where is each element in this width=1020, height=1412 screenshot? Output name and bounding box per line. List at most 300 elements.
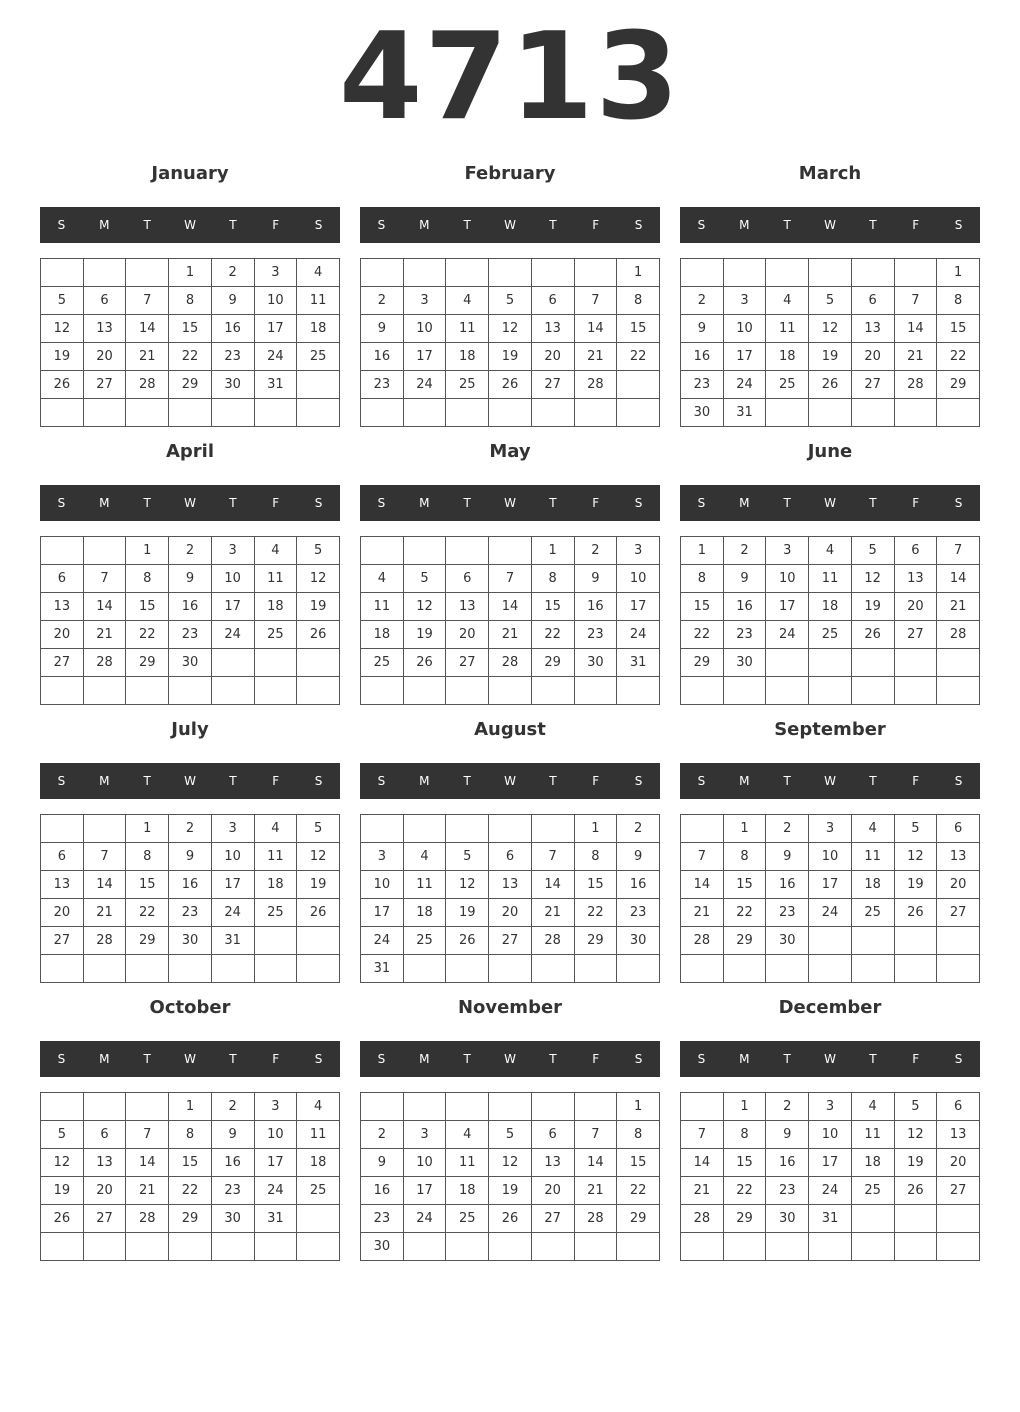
day-cell: 16 xyxy=(617,871,660,899)
day-cell: 8 xyxy=(937,287,980,315)
day-cell: 13 xyxy=(531,315,574,343)
day-cell: 24 xyxy=(809,899,852,927)
day-cell: 2 xyxy=(361,287,404,315)
day-cell: 14 xyxy=(531,871,574,899)
day-grid xyxy=(360,1092,660,1261)
day-cell xyxy=(254,1233,297,1261)
week-row xyxy=(361,565,660,593)
day-cell xyxy=(126,955,169,983)
day-cell: 19 xyxy=(809,343,852,371)
day-cell xyxy=(361,259,404,287)
day-cell: 22 xyxy=(681,621,724,649)
day-cell: 10 xyxy=(809,843,852,871)
month-december xyxy=(680,993,980,1263)
day-cell: 3 xyxy=(766,537,809,565)
weekday-header: F xyxy=(912,1052,920,1066)
day-cell: 17 xyxy=(809,1149,852,1177)
week-row xyxy=(361,1149,660,1177)
day-cell xyxy=(617,371,660,399)
month-march xyxy=(680,159,980,429)
day-cell: 11 xyxy=(766,315,809,343)
day-cell xyxy=(254,927,297,955)
week-row xyxy=(681,287,980,315)
day-cell: 17 xyxy=(361,899,404,927)
day-cell: 30 xyxy=(617,927,660,955)
day-cell: 28 xyxy=(126,371,169,399)
day-cell xyxy=(851,399,894,427)
week-row xyxy=(41,815,340,843)
day-cell: 21 xyxy=(83,899,126,927)
weekday-header-bar xyxy=(40,485,340,521)
day-cell xyxy=(766,399,809,427)
day-cell xyxy=(531,399,574,427)
weekday-header: T xyxy=(869,774,877,788)
day-cell: 4 xyxy=(297,1093,340,1121)
day-cell: 12 xyxy=(41,1149,84,1177)
day-cell: 31 xyxy=(809,1205,852,1233)
day-cell: 9 xyxy=(361,315,404,343)
day-cell: 16 xyxy=(169,593,212,621)
day-cell xyxy=(446,677,489,705)
day-cell: 22 xyxy=(723,899,766,927)
day-cell: 25 xyxy=(851,899,894,927)
day-cell xyxy=(894,1205,937,1233)
weekday-header: T xyxy=(143,218,151,232)
day-cell: 20 xyxy=(937,871,980,899)
day-cell xyxy=(617,677,660,705)
month-name: March xyxy=(798,163,862,184)
day-cell: 10 xyxy=(723,315,766,343)
day-cell: 19 xyxy=(894,871,937,899)
weekday-header: F xyxy=(592,496,600,510)
day-cell: 27 xyxy=(446,649,489,677)
day-cell: 6 xyxy=(83,287,126,315)
day-cell: 6 xyxy=(531,287,574,315)
weekday-header: S xyxy=(697,496,706,510)
day-cell: 9 xyxy=(211,287,254,315)
week-row xyxy=(361,1205,660,1233)
month-october xyxy=(40,993,340,1263)
week-row xyxy=(41,1149,340,1177)
day-cell: 23 xyxy=(723,621,766,649)
day-cell xyxy=(574,1233,617,1261)
day-cell: 9 xyxy=(361,1149,404,1177)
day-cell: 6 xyxy=(41,843,84,871)
day-cell: 27 xyxy=(531,371,574,399)
day-cell xyxy=(851,649,894,677)
year-title: 4713 xyxy=(339,8,681,147)
day-cell: 24 xyxy=(361,927,404,955)
week-row xyxy=(681,649,980,677)
day-cell: 8 xyxy=(723,1121,766,1149)
day-cell: 2 xyxy=(681,287,724,315)
day-cell xyxy=(809,955,852,983)
day-cell xyxy=(361,1093,404,1121)
day-grid xyxy=(680,1092,980,1261)
month-name: July xyxy=(171,719,209,740)
day-cell: 15 xyxy=(723,871,766,899)
day-cell: 1 xyxy=(937,259,980,287)
day-cell xyxy=(41,259,84,287)
day-cell: 9 xyxy=(169,843,212,871)
day-cell: 4 xyxy=(361,565,404,593)
day-cell: 23 xyxy=(681,371,724,399)
day-cell: 14 xyxy=(83,871,126,899)
day-cell: 18 xyxy=(254,593,297,621)
weekday-header: S xyxy=(377,774,386,788)
weekday-header: W xyxy=(504,774,516,788)
week-row xyxy=(361,287,660,315)
day-cell: 19 xyxy=(489,343,532,371)
weekday-header-bar xyxy=(680,207,980,243)
day-cell: 26 xyxy=(809,371,852,399)
week-row xyxy=(681,1093,980,1121)
day-cell: 26 xyxy=(851,621,894,649)
weekday-header: M xyxy=(739,218,750,232)
day-cell: 28 xyxy=(574,1205,617,1233)
weekday-header: W xyxy=(824,774,836,788)
month-name: November xyxy=(457,997,563,1018)
day-cell: 18 xyxy=(403,899,446,927)
day-cell xyxy=(126,399,169,427)
day-cell: 20 xyxy=(83,343,126,371)
day-cell: 11 xyxy=(254,565,297,593)
day-cell xyxy=(83,1093,126,1121)
day-cell xyxy=(403,399,446,427)
day-cell: 18 xyxy=(446,1177,489,1205)
week-row xyxy=(681,343,980,371)
day-cell xyxy=(617,955,660,983)
day-cell: 5 xyxy=(894,1093,937,1121)
month-name: June xyxy=(807,441,853,462)
day-cell: 5 xyxy=(489,287,532,315)
day-cell: 7 xyxy=(937,537,980,565)
day-cell: 30 xyxy=(574,649,617,677)
weekday-header: T xyxy=(783,496,791,510)
weekday-header: F xyxy=(912,774,920,788)
weekday-header: S xyxy=(697,1052,706,1066)
day-cell: 21 xyxy=(681,899,724,927)
week-row xyxy=(41,955,340,983)
day-cell: 24 xyxy=(254,343,297,371)
week-row xyxy=(361,371,660,399)
day-cell: 12 xyxy=(489,1149,532,1177)
month-name: May xyxy=(489,441,531,462)
day-cell: 13 xyxy=(41,871,84,899)
day-cell: 12 xyxy=(446,871,489,899)
day-cell: 22 xyxy=(126,621,169,649)
day-cell: 18 xyxy=(446,343,489,371)
weekday-header-bar xyxy=(40,763,340,799)
day-cell: 11 xyxy=(851,1121,894,1149)
day-cell: 16 xyxy=(169,871,212,899)
day-cell: 2 xyxy=(617,815,660,843)
day-cell: 17 xyxy=(617,593,660,621)
day-cell xyxy=(937,1205,980,1233)
day-cell: 21 xyxy=(83,621,126,649)
day-cell xyxy=(851,1205,894,1233)
day-cell: 31 xyxy=(211,927,254,955)
week-row xyxy=(361,621,660,649)
day-cell: 4 xyxy=(446,1121,489,1149)
day-cell: 9 xyxy=(574,565,617,593)
month-february xyxy=(360,159,660,429)
day-cell xyxy=(809,1233,852,1261)
day-cell: 9 xyxy=(211,1121,254,1149)
day-cell: 13 xyxy=(894,565,937,593)
day-cell: 5 xyxy=(41,1121,84,1149)
day-cell: 17 xyxy=(809,871,852,899)
day-cell: 3 xyxy=(617,537,660,565)
week-row xyxy=(681,955,980,983)
day-cell: 27 xyxy=(851,371,894,399)
day-cell: 18 xyxy=(851,1149,894,1177)
day-cell: 28 xyxy=(489,649,532,677)
weekday-header: T xyxy=(229,774,237,788)
day-cell: 2 xyxy=(211,1093,254,1121)
week-row xyxy=(681,843,980,871)
day-cell xyxy=(894,927,937,955)
day-cell xyxy=(83,955,126,983)
day-cell: 8 xyxy=(723,843,766,871)
day-cell: 22 xyxy=(937,343,980,371)
weekday-header: S xyxy=(954,496,963,510)
day-cell xyxy=(83,259,126,287)
day-cell: 10 xyxy=(211,843,254,871)
day-cell: 13 xyxy=(446,593,489,621)
weekday-header: S xyxy=(57,774,66,788)
day-cell: 13 xyxy=(83,1149,126,1177)
day-cell: 4 xyxy=(446,287,489,315)
day-cell: 8 xyxy=(681,565,724,593)
day-grid xyxy=(680,814,980,983)
day-cell xyxy=(894,955,937,983)
weekday-header-bar xyxy=(360,207,660,243)
day-cell xyxy=(681,1093,724,1121)
weekday-header: S xyxy=(314,774,323,788)
day-cell: 30 xyxy=(169,927,212,955)
day-cell xyxy=(446,955,489,983)
week-row xyxy=(361,259,660,287)
day-cell: 10 xyxy=(403,315,446,343)
day-cell: 25 xyxy=(297,343,340,371)
day-cell: 5 xyxy=(41,287,84,315)
week-row xyxy=(41,871,340,899)
day-cell xyxy=(126,259,169,287)
week-row xyxy=(41,677,340,705)
weekday-header: T xyxy=(783,774,791,788)
day-cell: 10 xyxy=(361,871,404,899)
day-cell: 1 xyxy=(681,537,724,565)
day-cell: 17 xyxy=(403,343,446,371)
day-cell: 7 xyxy=(531,843,574,871)
day-grid xyxy=(40,1092,340,1261)
day-cell: 5 xyxy=(851,537,894,565)
day-cell: 17 xyxy=(766,593,809,621)
week-row xyxy=(681,1205,980,1233)
day-cell xyxy=(489,677,532,705)
day-cell: 27 xyxy=(489,927,532,955)
weekday-header-bar xyxy=(680,485,980,521)
weekday-header: S xyxy=(314,1052,323,1066)
day-cell xyxy=(41,1093,84,1121)
week-row xyxy=(681,1233,980,1261)
weekday-header: F xyxy=(272,496,280,510)
day-cell: 15 xyxy=(126,871,169,899)
day-cell xyxy=(937,677,980,705)
day-cell: 7 xyxy=(83,843,126,871)
weekday-header: S xyxy=(697,218,706,232)
day-cell: 10 xyxy=(766,565,809,593)
day-cell xyxy=(937,1233,980,1261)
day-cell xyxy=(851,259,894,287)
day-cell xyxy=(681,815,724,843)
day-cell: 10 xyxy=(617,565,660,593)
day-cell: 16 xyxy=(681,343,724,371)
day-cell xyxy=(489,1233,532,1261)
week-row xyxy=(361,871,660,899)
weekday-header: F xyxy=(912,218,920,232)
day-cell: 24 xyxy=(723,371,766,399)
weekday-header: W xyxy=(184,218,196,232)
day-cell xyxy=(809,649,852,677)
week-row xyxy=(41,259,340,287)
day-cell: 23 xyxy=(766,1177,809,1205)
day-cell xyxy=(766,649,809,677)
day-cell: 17 xyxy=(403,1177,446,1205)
weekday-header: T xyxy=(783,218,791,232)
day-cell: 12 xyxy=(297,565,340,593)
month-september xyxy=(680,715,980,985)
day-cell: 2 xyxy=(169,537,212,565)
day-cell xyxy=(937,399,980,427)
day-cell: 19 xyxy=(297,871,340,899)
day-cell xyxy=(254,399,297,427)
day-cell: 22 xyxy=(723,1177,766,1205)
day-cell: 16 xyxy=(574,593,617,621)
day-cell xyxy=(937,955,980,983)
day-cell: 19 xyxy=(851,593,894,621)
day-cell xyxy=(574,677,617,705)
day-cell: 19 xyxy=(446,899,489,927)
day-cell xyxy=(211,677,254,705)
day-grid xyxy=(40,258,340,427)
day-cell xyxy=(254,677,297,705)
day-cell xyxy=(489,1093,532,1121)
weekday-header: S xyxy=(634,774,643,788)
week-row xyxy=(361,343,660,371)
month-july xyxy=(40,715,340,985)
day-cell xyxy=(83,815,126,843)
day-cell xyxy=(41,815,84,843)
day-cell: 17 xyxy=(254,1149,297,1177)
day-cell: 14 xyxy=(574,315,617,343)
day-cell: 22 xyxy=(126,899,169,927)
day-cell: 25 xyxy=(851,1177,894,1205)
weekday-header: M xyxy=(419,218,430,232)
day-cell: 19 xyxy=(41,343,84,371)
month-november xyxy=(360,993,660,1263)
week-row xyxy=(361,927,660,955)
day-cell: 9 xyxy=(723,565,766,593)
week-row xyxy=(361,1121,660,1149)
day-cell: 6 xyxy=(894,537,937,565)
weekday-header: W xyxy=(184,774,196,788)
day-cell: 4 xyxy=(809,537,852,565)
day-cell: 18 xyxy=(254,871,297,899)
day-cell xyxy=(361,815,404,843)
week-row xyxy=(681,899,980,927)
weekday-header-bar xyxy=(40,1041,340,1077)
day-cell: 29 xyxy=(574,927,617,955)
day-cell: 5 xyxy=(297,537,340,565)
day-cell: 5 xyxy=(809,287,852,315)
day-cell: 11 xyxy=(297,287,340,315)
week-row xyxy=(681,677,980,705)
weekday-header: S xyxy=(697,774,706,788)
day-cell: 6 xyxy=(446,565,489,593)
day-cell: 16 xyxy=(361,343,404,371)
day-cell: 2 xyxy=(766,1093,809,1121)
day-cell: 26 xyxy=(403,649,446,677)
day-cell: 27 xyxy=(937,899,980,927)
day-cell: 7 xyxy=(126,287,169,315)
day-cell xyxy=(403,955,446,983)
day-cell: 27 xyxy=(894,621,937,649)
day-cell xyxy=(126,1093,169,1121)
day-cell: 15 xyxy=(126,593,169,621)
day-cell: 3 xyxy=(809,815,852,843)
day-cell: 28 xyxy=(126,1205,169,1233)
week-row xyxy=(361,815,660,843)
day-cell xyxy=(531,677,574,705)
day-cell: 28 xyxy=(681,1205,724,1233)
day-cell xyxy=(809,927,852,955)
week-row xyxy=(41,1233,340,1261)
week-row xyxy=(41,593,340,621)
weekday-header: M xyxy=(419,496,430,510)
day-cell: 20 xyxy=(489,899,532,927)
day-cell xyxy=(937,927,980,955)
weekday-header: F xyxy=(592,774,600,788)
weekday-header: S xyxy=(314,496,323,510)
weekday-header: M xyxy=(419,1052,430,1066)
day-cell: 31 xyxy=(254,1205,297,1233)
day-cell: 25 xyxy=(766,371,809,399)
month-january xyxy=(40,159,340,429)
weekday-header: S xyxy=(954,1052,963,1066)
day-cell: 23 xyxy=(361,371,404,399)
day-cell xyxy=(723,1233,766,1261)
day-cell: 17 xyxy=(211,871,254,899)
weekday-header: S xyxy=(634,218,643,232)
day-cell: 15 xyxy=(723,1149,766,1177)
day-cell: 20 xyxy=(41,899,84,927)
day-cell xyxy=(403,537,446,565)
day-cell: 2 xyxy=(723,537,766,565)
day-cell: 20 xyxy=(894,593,937,621)
day-cell: 21 xyxy=(489,621,532,649)
month-name: September xyxy=(774,719,886,740)
day-cell: 6 xyxy=(83,1121,126,1149)
weekday-header: S xyxy=(634,1052,643,1066)
day-cell: 5 xyxy=(446,843,489,871)
day-cell: 5 xyxy=(489,1121,532,1149)
day-cell: 7 xyxy=(681,843,724,871)
day-cell: 28 xyxy=(681,927,724,955)
weekday-header: M xyxy=(739,774,750,788)
week-row xyxy=(681,593,980,621)
